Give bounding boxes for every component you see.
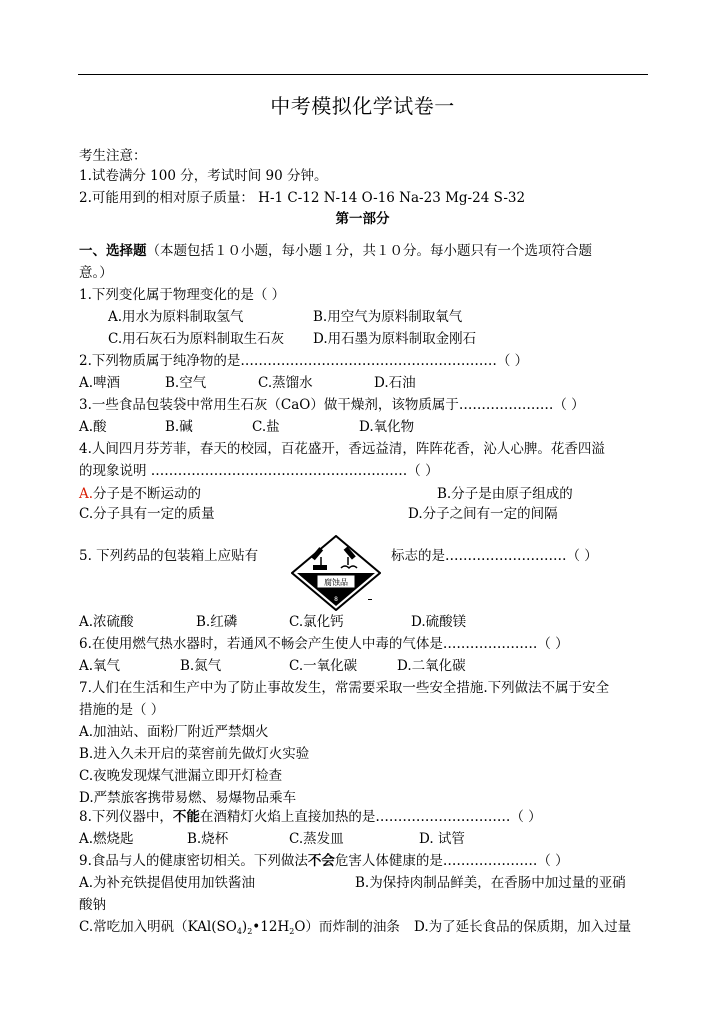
- q5-option-c: C.氯化钙: [289, 614, 344, 630]
- q8-option-a: A.燃烧匙: [79, 831, 134, 847]
- q7-option-c: C.夜晚发现煤气泄漏立即开灯检查: [79, 768, 283, 784]
- q3-option-a: A.酸: [79, 419, 107, 435]
- notice-line-1: 1.试卷满分 100 分，考试时间 90 分钟。: [79, 168, 328, 184]
- q2-stem: 2.下列物质属于纯净物的是…………………………………………………（ ）: [79, 353, 529, 369]
- q3-option-c: C.盐: [252, 419, 280, 435]
- hazard-label-number: 8: [334, 596, 338, 603]
- q4-option-a: [79, 484, 201, 504]
- q3-stem: 3.一些食品包装袋中常用生石灰（CaO）做干燥剂，该物质属于…………………（ ）: [79, 397, 585, 413]
- q9-stem: [79, 851, 569, 871]
- q6-option-a: A.氧气: [79, 658, 121, 674]
- q9-c-sub1: 4: [236, 927, 242, 936]
- q1-stem: 1.下列变化属于物理变化的是（ ）: [79, 287, 286, 303]
- q7-stem-cont: 措施的是（ ）: [79, 702, 165, 718]
- q2-option-a: A.啤酒: [79, 375, 121, 391]
- q4-stem-cont: 的现象说明 …………………………………………………（ ）: [79, 463, 439, 479]
- q7-stem: 7.人们在生活和生产中为了防止事故发生，常需要采取一些安全措施.下列做法不属于安全: [79, 680, 610, 696]
- q5-option-b: B.红磷: [196, 614, 238, 630]
- part-title: 第一部分: [335, 211, 390, 227]
- q1-option-d: D.用石墨为原料制取金刚石: [313, 331, 477, 347]
- q3-option-d: D.氧化物: [359, 419, 415, 435]
- q4-stem: 4.人间四月芬芳菲，春天的校园，百花盛开，香远益清，阵阵花香，沁人心脾。花香四溢: [79, 441, 605, 457]
- q9-option-b-cont: 酸钠: [79, 897, 106, 913]
- q9-c-part3: •12H: [252, 919, 290, 935]
- q7-option-a: A.加油站、面粉厂附近严禁烟火: [79, 724, 269, 740]
- q6-option-d: D.二氧化碳: [397, 658, 466, 674]
- q5-stem-after: 标志的是………………………（ ）: [391, 548, 598, 564]
- q9-option-a: A.为补充铁提倡使用加铁酱油: [79, 875, 256, 891]
- q9-c-part2: ): [241, 919, 248, 935]
- q8-stem: [79, 807, 542, 827]
- q5-stem-before: 5. 下列药品的包装箱上应贴有: [79, 548, 259, 564]
- section-heading-cont: 意。）: [79, 265, 113, 281]
- q3-option-b: B.碱: [165, 419, 193, 435]
- q2-option-b: B.空气: [165, 375, 207, 391]
- q9-c-sub3: 2: [289, 927, 295, 936]
- q7-option-b: B.进入久未开启的菜窖前先做灯火实验: [79, 746, 310, 762]
- q8-option-b: B.烧杯: [187, 831, 229, 847]
- q9-stem-after: 危害人体健康的是…………………（ ）: [334, 853, 569, 869]
- notice-heading: 考生注意：: [79, 148, 147, 164]
- q1-option-b: B.用空气为原料制取氧气: [313, 309, 463, 325]
- q9-c-part1: C.常吃加入明矾（KAl(SO: [79, 919, 237, 935]
- hazard-label-text: 腐蚀品: [324, 578, 348, 587]
- q4-option-d: D.分子之间有一定的间隔: [408, 506, 558, 522]
- q7-option-d: D.严禁旅客携带易燃、易爆物品乘车: [79, 790, 297, 806]
- q8-stem-bold: 不能: [172, 809, 200, 825]
- q9-c-sub2: 2: [247, 927, 253, 936]
- q8-option-d: D. 试管: [419, 831, 465, 847]
- notice-line-2: 2.可能用到的相对原子质量： H-1 C-12 N-14 O-16 Na-23 Mg-24 S-32: [79, 190, 526, 206]
- section-heading: [79, 241, 592, 261]
- q4-option-c: C.分子具有一定的质量: [79, 506, 215, 522]
- q9-c-part4: O）而炸制的油条: [294, 919, 400, 935]
- q6-stem: 6.在使用燃气热水器时，若通风不畅会产生使人中毒的气体是…………………（ ）: [79, 636, 569, 652]
- q8-stem-after: 在酒精灯火焰上直接加热的是…………………………（ ）: [199, 809, 542, 825]
- q1-option-a: A.用水为原料制取氢气: [108, 309, 244, 325]
- q9-option-b: B.为保持肉制品鲜美，在香肠中加过量的亚硝: [355, 875, 626, 891]
- q9-option-c: [79, 917, 400, 942]
- q9-stem-bold: 不会: [307, 853, 335, 869]
- q8-stem-before: 8.下列仪器中，: [79, 809, 173, 825]
- q8-option-c: C.蒸发皿: [289, 831, 344, 847]
- q9-stem-before: 9.食品与人的健康密切相关。下列做法: [79, 853, 308, 869]
- q2-option-d: D.石油: [374, 375, 416, 391]
- q2-option-c: C.蒸馏水: [258, 375, 313, 391]
- header-rule: [78, 74, 648, 75]
- section-heading-bold: 一、选择题: [79, 243, 147, 259]
- q5-option-d: D.硫酸镁: [411, 614, 467, 630]
- q5-option-a: A.浓硫酸: [79, 614, 134, 630]
- q9-option-d: D.为了延长食品的保质期，加入过量: [414, 919, 632, 935]
- stray-mark: [368, 599, 372, 600]
- q4-option-b: B.分子是由原子组成的: [437, 486, 573, 502]
- page-title: 中考模拟化学试卷一: [270, 94, 455, 118]
- q6-option-c: C.一氧化碳: [289, 658, 358, 674]
- q4-option-a-text: 分子是不断运动的: [93, 486, 202, 502]
- q4-option-a-letter: A.: [79, 486, 94, 502]
- q1-option-c: C.用石灰石为原料制取生石灰: [108, 331, 285, 347]
- q6-option-b: B.氮气: [180, 658, 222, 674]
- section-heading-rest: （本题包括１０小题，每小题１分，共１０分。每小题只有一个选项符合题: [146, 243, 592, 259]
